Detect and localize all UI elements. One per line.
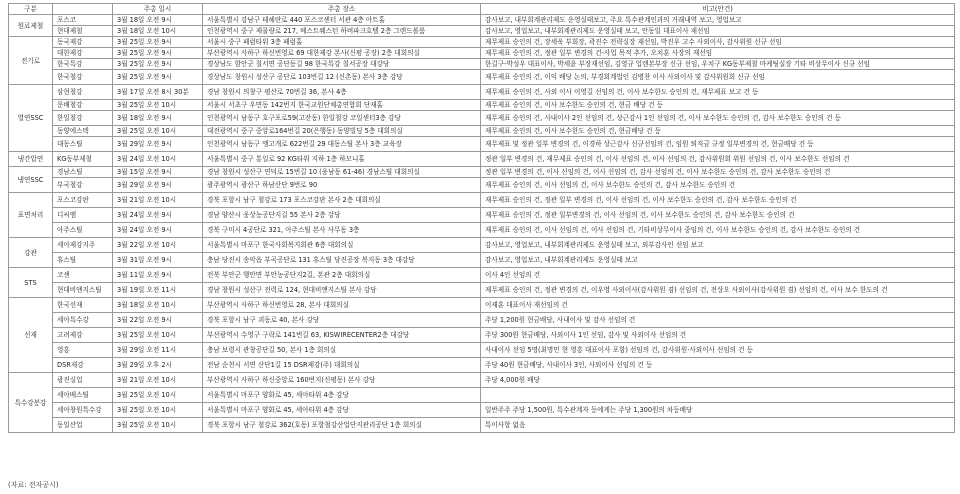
company-cell: 문배철강 <box>53 100 113 111</box>
date-cell: 3월 18일 오전 10시 <box>113 298 203 313</box>
date-cell: 3월 25일 오전 10시 <box>113 403 203 418</box>
place-cell: 경남 창원시 의창구 평산로 70번길 36, 본사 4층 <box>203 85 481 100</box>
company-cell: 포스코 <box>53 15 113 26</box>
company-cell: 아주스틸 <box>53 223 113 238</box>
date-cell: 3월 25일 오전 10시 <box>113 388 203 403</box>
company-cell: 한국선재 <box>53 298 113 313</box>
date-cell: 3월 21일 오전 10시 <box>113 373 203 388</box>
table-row <box>9 193 955 208</box>
note-cell: 한길구-박성우 대표이사, 박세윤 부장재선임, 김영규 업랜본부장 신규 선임, 우치구 KG동부제철 마케팅실장 기타 비상무이사 신규 선임 <box>481 59 955 70</box>
table-row <box>9 373 955 388</box>
table-row <box>9 358 955 373</box>
place-cell: 부산광역시 사하구 하신번영로 69 대한제강 본사(신평 공장) 2층 대회의실 <box>203 48 481 59</box>
header-place: 주총 장소 <box>203 4 481 15</box>
group-label: 전기로 <box>9 37 53 85</box>
note-cell: 정관 일부 변경의 건, 이사 선임의 건, 이사 선임의 건, 감사 선임의 건, 이사 보수한도 승인의 건, 감사 보수한도 승인의 건 <box>481 167 955 178</box>
place-cell: 경남 창원시 성산구 전력로 124, 현대비앤지스틸 본사 강당 <box>203 283 481 298</box>
place-cell: 서울시 중구 페럼타워 3층 페럼홀 <box>203 37 481 48</box>
note-cell: 이재훈 대표이사 재선임의 건 <box>481 298 955 313</box>
table-row <box>9 15 955 26</box>
company-cell: 디씨엠 <box>53 208 113 223</box>
place-cell: 인천광역시 남동구 호구포로59(고잔동) 한일철강 코일센터3층 강당 <box>203 111 481 126</box>
group-label: 열연SSC <box>9 85 53 152</box>
company-cell: 코센 <box>53 268 113 283</box>
place-cell: 서울특별시 마포구 양화로 45, 세아타워 4층 강당 <box>203 403 481 418</box>
group-label: 특수강봉강 <box>9 373 53 433</box>
note-cell: 재무제표 승인의 건, 장세욱 부회장, 곽진수 전략실장 재선임, 박진우 고수 사외이사, 감사위원 신규 선임 <box>481 37 955 48</box>
date-cell: 3월 22일 오전 9시 <box>113 313 203 328</box>
date-cell: 3월 29일 오전 9시 <box>113 137 203 152</box>
table-row <box>9 208 955 223</box>
company-cell: 휴스틸 <box>53 253 113 268</box>
table-row <box>9 238 955 253</box>
date-cell: 3월 25일 오전 10시 <box>113 126 203 137</box>
place-cell: 인천광역시 중구 제물량로 217, 베스트웨스턴 하버파크호텔 2층 그랜드볼룸 <box>203 26 481 37</box>
company-cell: 세아창원특수강 <box>53 403 113 418</box>
date-cell: 3월 19일 오전 11시 <box>113 283 203 298</box>
date-cell: 3월 25일 오전 9시 <box>113 59 203 70</box>
company-cell: 동국제강 <box>53 37 113 48</box>
table-row <box>9 388 955 403</box>
date-cell: 3월 22일 오전 10시 <box>113 238 203 253</box>
note-cell: 재무제표 승인의 건, 정관 일부변경의 건, 이사 선임의 건, 이사 보수한도 승인의 건, 감사 보수한도 승인의 건 <box>481 208 955 223</box>
date-cell: 3월 25일 오전 9시 <box>113 48 203 59</box>
note-cell: 재무제표 승인의 건, 사내이사 2인 선임의 건, 상근감사 1인 선임의 건, 이사 보수한도 승인의 건, 감사 보수한도 승인의 건 등 <box>481 111 955 126</box>
table-row <box>9 100 955 111</box>
table-body <box>9 15 955 433</box>
table-row <box>9 85 955 100</box>
group-label: STS <box>9 268 53 298</box>
note-cell: 주당 4,000원 배당 <box>481 373 955 388</box>
place-cell: 경북 구미시 4공단로 321, 아주스틸 본사 사무동 3층 <box>203 223 481 238</box>
group-label: 원료제철 <box>9 15 53 37</box>
place-cell: 경상남도 창원시 성산구 공단로 103번길 12 (신촌동) 본사 3층 강당 <box>203 70 481 85</box>
date-cell: 3월 24일 오전 9시 <box>113 208 203 223</box>
company-cell: 동양에스텍 <box>53 126 113 137</box>
table-row <box>9 152 955 167</box>
company-cell: 세아특수강 <box>53 313 113 328</box>
place-cell: 경상남도 함안군 칠서면 공단동길 98 한국특강 칠서공장 대강당 <box>203 59 481 70</box>
date-cell: 3월 18일 오전 9시 <box>113 111 203 126</box>
group-label: 표면처리 <box>9 193 53 238</box>
note-cell: 재무제표 승인의 건, 사외 이사 이영길 선임의 건, 이사 보수한도 승인의 건, 재무제표 보고 건 등 <box>481 85 955 100</box>
note-cell: 재무제표 승인의 건, 정관 일부 변경의 건, 이사 선임의 건, 이사 보수한도 승인의 건, 감사 보수한도 승인의 건 <box>481 193 955 208</box>
date-cell: 3월 29일 오전 11시 <box>113 343 203 358</box>
company-cell: 현대제철 <box>53 26 113 37</box>
table-row <box>9 167 955 178</box>
place-cell: 충남 보령시 관창공단길 50, 본사 1층 회의실 <box>203 343 481 358</box>
table-row <box>9 26 955 37</box>
table-row <box>9 298 955 313</box>
note-cell: 정관 일부 변경의 건, 재무제표 승인의 건, 이사 선임의 건, 이사 선임의 건, 감사위원회 위원 선임의 건, 이사 보수한도 선임의 건 <box>481 152 955 167</box>
table-row <box>9 343 955 358</box>
date-cell: 3월 24일 오전 10시 <box>113 152 203 167</box>
table-row <box>9 137 955 152</box>
note-cell: 주당 300원 현금배당, 사외이사 1인 선임, 감사 및 사외이사 선임의 건 <box>481 328 955 343</box>
note-cell: 감사보고, 영업보고, 내부회계관리제도 운영실태 보고, 안동일 대표이사 재선임 <box>481 26 955 37</box>
company-cell: 부국철강 <box>53 178 113 193</box>
date-cell: 3월 24일 오전 9시 <box>113 223 203 238</box>
date-cell: 3월 25일 오전 10시 <box>113 328 203 343</box>
company-cell: 포스코강판 <box>53 193 113 208</box>
place-cell: 광주광역시 광산구 하남산단 9번로 90 <box>203 178 481 193</box>
table-row <box>9 328 955 343</box>
company-cell: 세아베스틸 <box>53 388 113 403</box>
place-cell: 대전광역시 중구 중앙로164번길 20(은행동) 동양빌딩 5층 대회의실 <box>203 126 481 137</box>
date-cell: 3월 11일 오전 9시 <box>113 268 203 283</box>
note-cell: 일반주주 주당 1,500원, 특수관계자 등에게는 주당 1,300원의 차등배당 <box>481 403 955 418</box>
table-row <box>9 111 955 126</box>
note-cell: 주당 1,200원 현금배당, 사내이사 및 감사 선임의 건 <box>481 313 955 328</box>
note-cell: 감사보고, 영업보고, 내부회계관리제도 운영실태 보고, 외부감사인 선임 보고 <box>481 238 955 253</box>
company-cell: 대한제강 <box>53 48 113 59</box>
table-row <box>9 268 955 283</box>
meeting-table <box>8 3 955 433</box>
date-cell: 3월 31일 오전 9시 <box>113 253 203 268</box>
date-cell: 3월 21일 오전 10시 <box>113 193 203 208</box>
note-cell: 재무제표 및 정관 일부 변경의 건, 이경하 상근감사 신규선임의 건, 임원 퇴직금 규정 일부변경의 건, 현금배당 건 등 <box>481 137 955 152</box>
table-row <box>9 283 955 298</box>
company-cell: 광진실업 <box>53 373 113 388</box>
company-cell: DSR제강 <box>53 358 113 373</box>
company-cell: 세아제강지주 <box>53 238 113 253</box>
company-cell: 한일철강 <box>53 111 113 126</box>
company-cell: 경남스틸 <box>53 167 113 178</box>
date-cell: 3월 18일 오전 10시 <box>113 26 203 37</box>
table-row <box>9 418 955 433</box>
table-row <box>9 223 955 238</box>
date-cell: 3월 17일 오전 8시 30분 <box>113 85 203 100</box>
place-cell: 경북 포항시 남구 괴동로 40, 본사 강당 <box>203 313 481 328</box>
date-cell: 3월 25일 오전 9시 <box>113 37 203 48</box>
header-company-spacer <box>53 4 113 15</box>
place-cell: 경남 창원시 성산구 연덕로 15번길 10 (웅남동 61-46) 경남스틸 대회의실 <box>203 167 481 178</box>
company-cell: 한국철강 <box>53 70 113 85</box>
company-cell: 현대비앤지스틸 <box>53 283 113 298</box>
note-cell: 재무제표 승인의 건, 이사 보수한도 승인의 건, 현금배당 건 등 <box>481 126 955 137</box>
date-cell: 3월 29일 오후 2시 <box>113 358 203 373</box>
company-cell: 동일산업 <box>53 418 113 433</box>
note-cell: 사내이사 선임 5명(최명민 현 영흥 대표이사 포함) 선임의 건, 감사위원·사외이사 선임의 건 등 <box>481 343 955 358</box>
date-cell: 3월 29일 오전 9시 <box>113 178 203 193</box>
table-row <box>9 70 955 85</box>
group-label: 강관 <box>9 238 53 268</box>
group-label: 선재 <box>9 298 53 373</box>
note-cell: 재무제표 승인의 건, 이익 배당 논의, 부경회계법인 김병찬 이사 사외이사 및 감사위원회 신규 선임 <box>481 70 955 85</box>
date-cell: 3월 25일 오전 10시 <box>113 418 203 433</box>
place-cell: 경남 양산시 웅상농공단지길 55 본사 2층 강당 <box>203 208 481 223</box>
table-row <box>9 126 955 137</box>
place-cell: 서울특별시 마포구 한국사회복지회관 6층 대회의실 <box>203 238 481 253</box>
note-cell <box>481 388 955 403</box>
company-cell: 영흥 <box>53 343 113 358</box>
company-cell: 고려제강 <box>53 328 113 343</box>
place-cell: 전북 부안군 행안면 부안농공단지2길, 본관 2층 대회의실 <box>203 268 481 283</box>
header-date: 주총 일시 <box>113 4 203 15</box>
place-cell: 인천광역시 남동구 앵고개로 622번길 29 대동스틸 본사 3층 교육장 <box>203 137 481 152</box>
date-cell: 3월 18일 오전 9시 <box>113 15 203 26</box>
note-cell: 재무제표 승인의 건, 이사 보수한도 승인의 건, 현금 배당 건 등 <box>481 100 955 111</box>
place-cell: 부산광역시 사하구 하신번영로 28, 본사 대회의실 <box>203 298 481 313</box>
place-cell: 경북 포항시 남구 철강로 362(호동) 포항철강산업단지관리공단 1층 회의실 <box>203 418 481 433</box>
header-category: 구분 <box>9 4 53 15</box>
note-cell: 감사보고, 내부회계관리제도 운영실태보고, 주요 특수관계인과의 거래내역 보고, 영업보고 <box>481 15 955 26</box>
table-row <box>9 48 955 59</box>
table-row <box>9 403 955 418</box>
table-row <box>9 313 955 328</box>
place-cell: 서울시 서초구 우면동 142번지 한국교원단체총연합회 단재홀 <box>203 100 481 111</box>
note-cell: 특이사항 없음 <box>481 418 955 433</box>
place-cell: 서울특별시 중구 통일로 92 KG타워 지하 1층 하모니홀 <box>203 152 481 167</box>
place-cell: 경북 포항시 남구 철강로 173 포스코강판 본사 2층 대회의실 <box>203 193 481 208</box>
note-cell: 재무제표 승인의 건, 이사 선임의 건, 이사 선임의 건, 기타비상무이사 중임의 건, 이사 보수한도 승인의 건, 감사 보수한도 승인의 건 <box>481 223 955 238</box>
note-cell: 재무제표 승인의 건, 정관 변경의 건, 이우영 사외이사(감사위원 겸) 선임의 건, 전상오 사외이사(감사위원 겸) 선임의 건, 이사 보수 한도의 건 <box>481 283 955 298</box>
table-row <box>9 178 955 193</box>
place-cell: 서울특별시 강남구 테헤란로 440 포스코센터 서관 4층 아트홀 <box>203 15 481 26</box>
note-cell: 이사 4인 선임의 건 <box>481 268 955 283</box>
header-note: 비고(안건) <box>481 4 955 15</box>
note-cell: 재무제표 승인의 건, 정관 일부 변경의 건-사업 목적 추가, 오치훈 사장의 재선임 <box>481 48 955 59</box>
company-cell: 삼현철강 <box>53 85 113 100</box>
place-cell: 서울특별시 마포구 양화로 45, 세아타워 4층 강당 <box>203 388 481 403</box>
place-cell: 부산광역시 사하구 하신중앙로 160번지(신평동) 본사 강당 <box>203 373 481 388</box>
table-header-row <box>9 4 955 15</box>
date-cell: 3월 25일 오전 9시 <box>113 70 203 85</box>
table-row <box>9 59 955 70</box>
group-label: 냉연SSC <box>9 167 53 193</box>
place-cell: 충남 당진시 송악읍 부곡공단로 131 휴스틸 당진공장 복지동 3층 대강당 <box>203 253 481 268</box>
table-row <box>9 37 955 48</box>
place-cell: 부산광역시 수영구 구락로 141번길 63, KISWIRECENTER2층 대강당 <box>203 328 481 343</box>
company-cell: 한국특강 <box>53 59 113 70</box>
company-cell: KG동부제철 <box>53 152 113 167</box>
table-row <box>9 253 955 268</box>
company-cell: 대동스틸 <box>53 137 113 152</box>
date-cell: 3월 15일 오전 9시 <box>113 167 203 178</box>
note-cell: 재무제표 승인의 건, 이사 선임의 건, 이사 보수한도 승인의 건, 감사 보수한도 승인의 건 <box>481 178 955 193</box>
group-label: 냉간압연 <box>9 152 53 167</box>
source-note: (자료: 전자공시) <box>8 481 59 489</box>
place-cell: 전남 순천시 서면 산단1길 15 DSR제강(주) 대회의실 <box>203 358 481 373</box>
note-cell: 감사보고, 영업보고, 내부회계관리제도 운영실태 보고 <box>481 253 955 268</box>
date-cell: 3월 25일 오전 10시 <box>113 100 203 111</box>
note-cell: 주당 40원 현금배당, 사내이사 3인, 사외이사 선임의 건 등 <box>481 358 955 373</box>
